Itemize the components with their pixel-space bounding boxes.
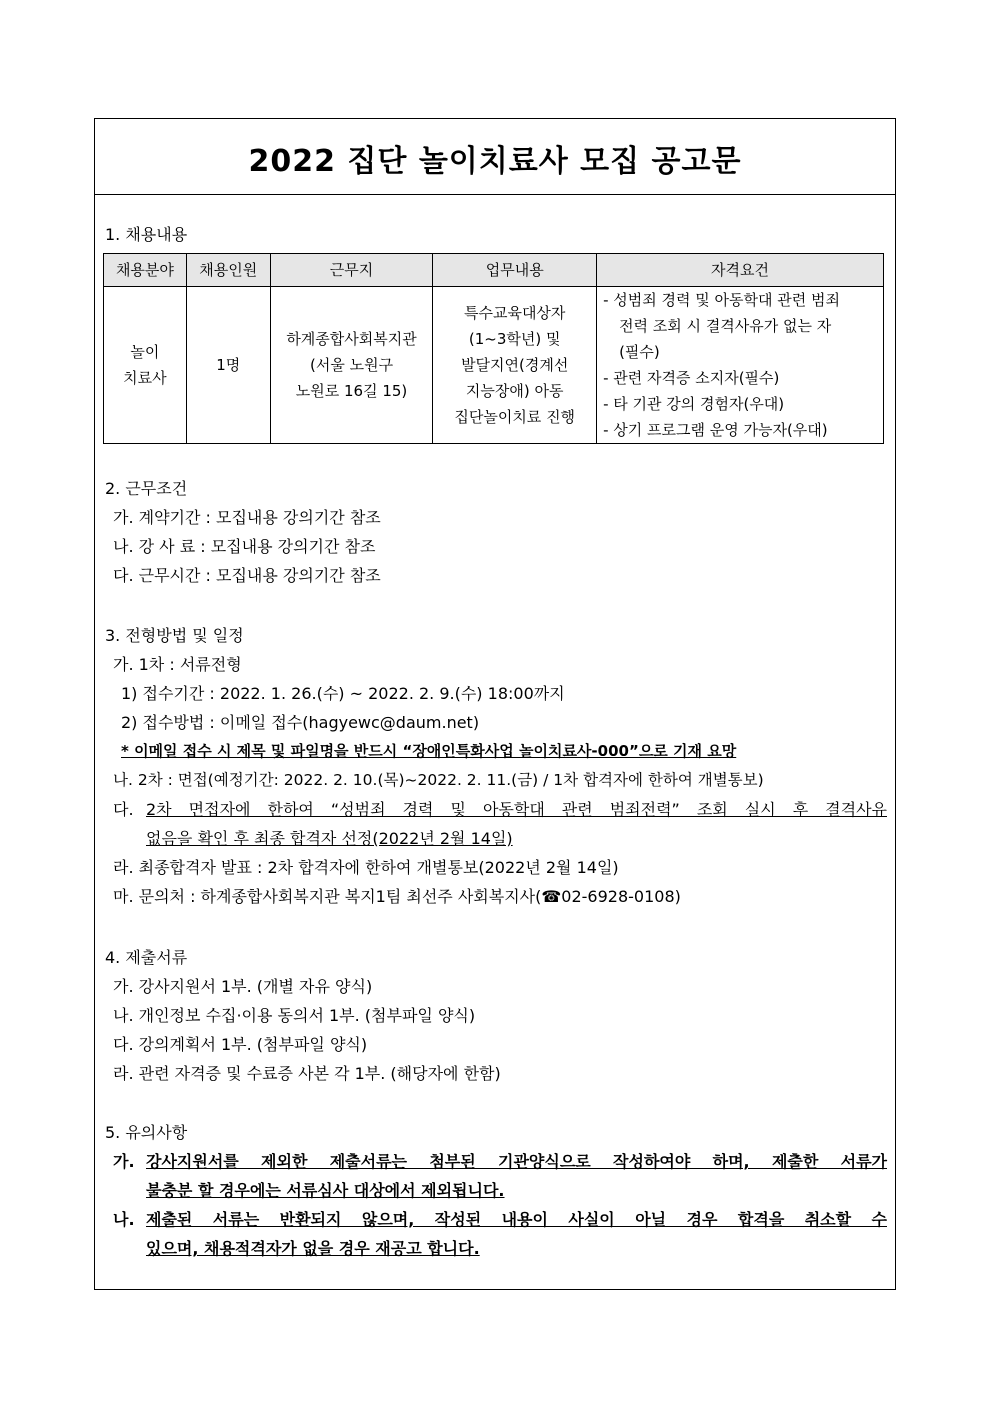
list-item: 나. 2차 : 면접(예정기간: 2022. 2. 10.(목)~2022. 2. 11.(금) / 1차 합격자에 한하여 개별통보)	[113, 771, 764, 789]
list-item: 라. 최종합격자 발표 : 2차 합격자에 한하여 개별통보(2022년 2월 14일)	[113, 858, 619, 877]
cell-line: 발달지연(경계선	[461, 356, 569, 374]
header-cell: 업무내용	[433, 254, 597, 287]
section-heading: 1. 채용내용	[105, 225, 188, 244]
item-text	[146, 1205, 887, 1234]
count-cell: 1명	[186, 287, 270, 444]
qualifications-cell	[597, 287, 884, 444]
list-item: 나. 강 사 료 : 모집내용 강의기간 참조	[113, 537, 376, 556]
list-item: 다. 근무시간 : 모집내용 강의기간 참조	[113, 566, 381, 585]
title-box	[95, 119, 895, 195]
qualification-item: (필수)	[619, 343, 660, 361]
cell-line: (1~3학년) 및	[468, 330, 561, 348]
cell-line: 노원로 16길 15)	[295, 382, 408, 400]
cell-line: 하계종합사회복지관	[286, 330, 417, 348]
section-documents	[103, 943, 501, 1088]
cell-line: (서울 노원구	[309, 356, 394, 374]
table-row	[104, 287, 884, 444]
item-line: 없음을 확인 후 최종 합격자 선정(2022년 2월 14일)	[146, 829, 513, 848]
list-item: 1) 접수기간 : 2022. 1. 26.(수) ~ 2022. 2. 9.(수) 18:00까지	[121, 684, 565, 703]
cell-line: 특수교육대상자	[463, 304, 566, 322]
list-item: 다. 강의계획서 1부. (첨부파일 양식)	[113, 1035, 368, 1054]
list-item: 나. 개인정보 수집·이용 동의서 1부. (첨부파일 양식)	[113, 1006, 476, 1025]
section-heading: 5. 유의사항	[105, 1123, 188, 1142]
header-cell: 자격요건	[597, 254, 884, 287]
item-text	[146, 1147, 887, 1176]
section-notes	[103, 1118, 887, 1263]
item-prefix: 다.	[113, 800, 134, 819]
list-item	[103, 1147, 887, 1176]
list-item: 가. 1차 : 서류전형	[113, 655, 242, 674]
table-header-row	[104, 254, 884, 287]
email-notice: * 이메일 접수 시 제목 및 파일명을 반드시 “장애인특화사업 놀이치료사-000”으로 기재 요망	[121, 742, 737, 760]
item-line: 불충분 할 경우에는 서류심사 대상에서 제외됩니다.	[146, 1181, 505, 1200]
section-selection	[103, 621, 887, 911]
item-line: 있으며, 채용적격자가 없을 경우 재공고 합니다.	[146, 1239, 480, 1258]
qualification-item: - 타 기관 강의 경험자(우대)	[603, 395, 785, 413]
page-title: 2022 집단 놀이치료사 모집 공고문	[248, 143, 742, 179]
cell-line: 놀이	[130, 343, 160, 361]
section-heading: 4. 제출서류	[105, 948, 188, 967]
item-prefix: 가.	[113, 1152, 135, 1171]
list-item	[103, 1205, 887, 1234]
notice-frame	[94, 118, 896, 1290]
duty-cell	[433, 287, 597, 444]
list-item	[103, 795, 887, 824]
item-line: 강사지원서를 제외한 제출서류는 첨부된 기관양식으로 작성하여야 하며, 제출한 서류가	[146, 1152, 887, 1171]
qualification-item: - 성범죄 경력 및 아동학대 관련 범죄	[603, 291, 840, 309]
cell-line: 치료사	[123, 369, 167, 387]
list-item: 2) 접수방법 : 이메일 접수(hagyewc@daum.net)	[121, 713, 480, 732]
cell-line: 집단놀이치료 진행	[454, 408, 576, 426]
qualification-item: - 관련 자격증 소지자(필수)	[603, 369, 780, 387]
list-item: 라. 관련 자격증 및 수료증 사본 각 1부. (해당자에 한함)	[113, 1064, 501, 1083]
location-cell	[270, 287, 433, 444]
header-cell: 근무지	[270, 254, 433, 287]
section-heading: 3. 전형방법 및 일정	[105, 626, 244, 645]
list-item: 가. 계약기간 : 모집내용 강의기간 참조	[113, 508, 381, 527]
list-item: 마. 문의처 : 하계종합사회복지관 복지1팀 최선주 사회복지사(☎02-6928-0108)	[113, 887, 681, 906]
item-text	[146, 795, 887, 824]
header-cell: 채용분야	[104, 254, 187, 287]
list-item: 가. 강사지원서 1부. (개별 자유 양식)	[113, 977, 373, 996]
qualification-item: - 상기 프로그램 운영 가능자(우대)	[603, 421, 828, 439]
recruitment-table	[103, 253, 884, 444]
section-recruitment	[103, 220, 884, 444]
item-line: 제출된 서류는 반환되지 않으며, 작성된 내용이 사실이 아닐 경우 합격을 취소할 수	[146, 1210, 887, 1229]
qualification-item: 전력 조회 시 결격사유가 없는 자	[619, 317, 832, 335]
header-cell: 채용인원	[186, 254, 270, 287]
item-prefix: 나.	[113, 1210, 135, 1229]
field-cell	[104, 287, 187, 444]
section-heading: 2. 근무조건	[105, 479, 188, 498]
item-line: 2차 면접자에 한하여 “성범죄 경력 및 아동학대 관련 범죄전력” 조회 실시 후 결격사유	[146, 800, 887, 819]
section-work-conditions	[103, 474, 381, 590]
cell-line: 지능장애) 아동	[465, 382, 564, 400]
